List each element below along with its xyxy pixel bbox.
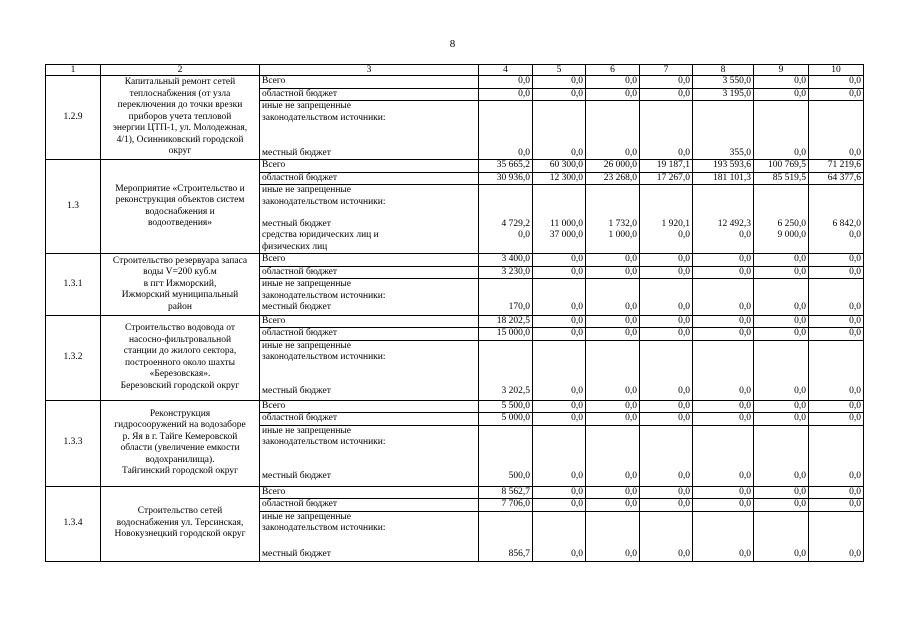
value-cell: 0,0 (754, 76, 809, 89)
item-name-line: водоотведения» (147, 218, 213, 228)
value-cell: 0,0 (640, 315, 693, 328)
header-cell: 7 (640, 65, 693, 76)
value-cell: 0,0 (640, 266, 693, 279)
value-cell-empty (479, 425, 533, 471)
item-name-line: насосно-фильтровальной (128, 334, 232, 345)
page-number: 8 (449, 38, 456, 50)
value-cell: 0,0 (533, 328, 586, 341)
value-cell: 181 101,3 (693, 172, 754, 185)
item-name-line: в пгт Ижморский, (143, 278, 217, 289)
item-name (101, 254, 260, 316)
value-cell: 0,0 (754, 386, 809, 400)
value-cell-empty (586, 185, 640, 219)
value-cell: 30 936,0 (479, 172, 533, 185)
source-local-line: местный бюджет (262, 549, 331, 559)
value-cell-empty (533, 340, 586, 386)
value-cell: 0,0 (754, 315, 809, 328)
item-name-line: водоснабжения ул. Терсинская, (116, 517, 244, 528)
source-local (260, 536, 479, 561)
source-other-line: иные не запрещенные (262, 340, 352, 351)
value-cell-empty (754, 340, 809, 386)
item-name (101, 76, 260, 160)
value-cell: 0,0 (809, 302, 864, 315)
value-cell-empty (640, 279, 693, 303)
source-other-line: иные не запрещенные (262, 185, 352, 195)
value-cell: 0,0 (809, 536, 864, 561)
source-other-line: законодательством источники: (262, 523, 386, 533)
value-cell (586, 219, 640, 254)
value-cell: 0,0 (809, 266, 864, 279)
item-name-line: Березовский городской округ (120, 380, 240, 391)
value-cell: 23 268,0 (586, 172, 640, 185)
value-cell: 0,0 (479, 76, 533, 89)
source-other (260, 279, 479, 303)
header-cell: 5 (533, 65, 586, 76)
value-cell-empty (640, 511, 693, 536)
item-code: 1.3 (46, 160, 101, 254)
source-local-line: местный бюджет (262, 471, 331, 481)
value-cell: 0,0 (754, 328, 809, 341)
source-local (260, 302, 479, 315)
value-cell-empty (586, 101, 640, 147)
item-name-line: округ (168, 146, 192, 157)
local-value: 6 842,0 (832, 218, 861, 229)
value-cell: 0,0 (754, 254, 809, 267)
item-code: 1.3.3 (46, 400, 101, 486)
value-cell-empty (533, 425, 586, 471)
value-cell-empty (479, 511, 533, 536)
value-cell: 100 769,5 (754, 160, 809, 173)
item-name (101, 315, 260, 400)
value-cell-empty (533, 279, 586, 303)
source-other (260, 101, 479, 147)
item-name-line: Мероприятие «Строительство и (115, 183, 245, 194)
value-cell-empty (479, 279, 533, 303)
value-cell: 0,0 (693, 499, 754, 512)
value-cell (533, 219, 586, 254)
item-name-line: станции до жилого сектора, (123, 346, 237, 356)
table-row (46, 254, 864, 267)
item-name-line: Капитальный ремонт сетей (124, 77, 236, 88)
value-cell: 0,0 (586, 266, 640, 279)
value-cell: 0,0 (479, 88, 533, 101)
value-cell: 0,0 (809, 400, 864, 413)
value-cell: 0,0 (533, 147, 586, 160)
value-cell: 0,0 (693, 471, 754, 486)
value-cell: 85 519,5 (754, 172, 809, 185)
value-cell: 0,0 (640, 254, 693, 267)
source-local (260, 386, 479, 400)
item-name-line: теплоснабжения (от узла (129, 88, 231, 99)
value-cell: 0,0 (754, 88, 809, 101)
value-cell-empty (693, 340, 754, 386)
value-cell-empty (640, 185, 693, 219)
header-row (46, 65, 864, 76)
local-value: 12 492,3 (717, 218, 751, 229)
value-cell-empty (479, 340, 533, 386)
item-name-line: Новокузнецкий городской округ (114, 529, 246, 540)
value-cell: 0,0 (693, 536, 754, 561)
value-cell: 0,0 (693, 254, 754, 267)
value-cell: 170,0 (479, 302, 533, 315)
source-other (260, 511, 479, 536)
value-cell: 0,0 (809, 315, 864, 328)
item-name-line: построенного около шахты (124, 357, 236, 368)
item-name (101, 486, 260, 561)
value-cell-empty (693, 511, 754, 536)
source-other-line: законодательством источники: (262, 437, 386, 447)
value-cell: 0,0 (533, 400, 586, 413)
value-cell-empty (693, 185, 754, 219)
item-code: 1.3.2 (46, 315, 101, 400)
value-cell: 64 377,6 (809, 172, 864, 185)
value-cell: 0,0 (640, 400, 693, 413)
value-cell: 0,0 (640, 76, 693, 89)
item-name-line: Ижморский муниципальный (121, 290, 239, 300)
value-cell-empty (754, 425, 809, 471)
value-cell: 15 000,0 (479, 328, 533, 341)
item-name-line: Строительство резервуара запаса (112, 255, 248, 266)
value-cell: 60 300,0 (533, 160, 586, 173)
item-name-line: переключения до точки врезки (117, 100, 243, 111)
source-local (260, 219, 479, 254)
item-name-line: приборов учета тепловой (128, 111, 232, 122)
local-value: 11 000,0 (550, 218, 583, 229)
value-cell-empty (640, 425, 693, 471)
value-cell: 3 195,0 (693, 88, 754, 101)
value-cell-empty (754, 511, 809, 536)
item-name-line: Строительство сетей (137, 506, 223, 517)
source-regional: областной бюджет (260, 172, 479, 185)
header-cell: 9 (754, 65, 809, 76)
value-cell: 0,0 (809, 147, 864, 160)
value-cell: 0,0 (533, 486, 586, 499)
value-cell: 856,7 (479, 536, 533, 561)
value-cell: 7 706,0 (479, 499, 533, 512)
legal-value: 0,0 (739, 230, 751, 240)
value-cell: 193 593,6 (693, 160, 754, 173)
local-value: 6 250,0 (777, 218, 806, 229)
value-cell: 0,0 (640, 386, 693, 400)
value-cell: 0,0 (533, 266, 586, 279)
value-cell-empty (754, 101, 809, 147)
value-cell: 0,0 (586, 302, 640, 315)
value-cell-empty (809, 425, 864, 471)
value-cell: 0,0 (586, 386, 640, 400)
header-cell: 2 (101, 65, 260, 76)
value-cell: 0,0 (586, 536, 640, 561)
source-other-line: иные не запрещенные (262, 425, 352, 436)
source-local-line: местный бюджет (262, 218, 331, 229)
value-cell-empty (640, 340, 693, 386)
value-cell: 0,0 (693, 386, 754, 400)
value-cell: 0,0 (586, 315, 640, 328)
value-cell-empty (809, 185, 864, 219)
value-cell: 0,0 (809, 88, 864, 101)
value-cell: 0,0 (809, 499, 864, 512)
item-name-line: гидросооружений на водозаборе (114, 420, 246, 430)
value-cell: 0,0 (533, 315, 586, 328)
item-name-line: Реконструкция (149, 408, 211, 419)
value-cell: 0,0 (586, 400, 640, 413)
value-cell: 0,0 (754, 302, 809, 315)
value-cell-empty (693, 279, 754, 303)
value-cell-empty (533, 101, 586, 147)
value-cell: 0,0 (809, 471, 864, 486)
item-name (101, 400, 260, 486)
value-cell-empty (533, 185, 586, 219)
value-cell (693, 219, 754, 254)
value-cell: 0,0 (586, 328, 640, 341)
value-cell: 0,0 (693, 328, 754, 341)
value-cell-empty (809, 101, 864, 147)
value-cell: 0,0 (754, 499, 809, 512)
value-cell: 0,0 (640, 536, 693, 561)
item-name-line: области (увеличение емкости (120, 443, 240, 453)
value-cell: 0,0 (640, 499, 693, 512)
item-name-line: р. Яя в г. Тайге Кемеровской (122, 431, 238, 442)
source-total: Всего (260, 254, 479, 267)
value-cell: 0,0 (640, 486, 693, 499)
value-cell: 3 550,0 (693, 76, 754, 89)
value-cell: 0,0 (693, 413, 754, 426)
source-local (260, 471, 479, 486)
legal-value: 0,0 (518, 230, 530, 240)
source-regional: областной бюджет (260, 266, 479, 279)
local-value: 4 729,2 (501, 218, 530, 229)
item-name (101, 160, 260, 254)
value-cell: 3 400,0 (479, 254, 533, 267)
legal-value: 0,0 (849, 230, 861, 240)
header-cell: 3 (260, 65, 479, 76)
value-cell: 5 000,0 (479, 413, 533, 426)
value-cell-empty (479, 185, 533, 219)
value-cell (479, 219, 533, 254)
value-cell: 18 202,5 (479, 315, 533, 328)
item-name-line: воды V=200 куб.м (143, 267, 217, 277)
value-cell-empty (479, 101, 533, 147)
legal-value: 1 000,0 (608, 230, 637, 240)
value-cell-empty (693, 101, 754, 147)
value-cell: 355,0 (693, 147, 754, 160)
source-other-line: иные не запрещенные (262, 279, 352, 289)
value-cell: 0,0 (754, 400, 809, 413)
value-cell-empty (640, 101, 693, 147)
table-body (46, 65, 864, 562)
value-cell: 0,0 (586, 147, 640, 160)
header-cell: 10 (809, 65, 864, 76)
value-cell: 0,0 (640, 88, 693, 101)
value-cell: 500,0 (479, 471, 533, 486)
item-name-line: водоснабжения и (145, 206, 215, 217)
item-name-line: водохранилища). (145, 454, 215, 465)
value-cell: 0,0 (586, 76, 640, 89)
header-cell: 6 (586, 65, 640, 76)
header-cell: 8 (693, 65, 754, 76)
value-cell: 17 267,0 (640, 172, 693, 185)
value-cell: 0,0 (640, 471, 693, 486)
source-other (260, 425, 479, 471)
value-cell: 19 187,1 (640, 160, 693, 173)
value-cell: 0,0 (809, 386, 864, 400)
value-cell: 0,0 (586, 486, 640, 499)
value-cell: 0,0 (693, 266, 754, 279)
legal-value: 37 000,0 (549, 230, 583, 240)
value-cell-empty (809, 279, 864, 303)
source-regional: областной бюджет (260, 499, 479, 512)
value-cell: 0,0 (754, 486, 809, 499)
source-legal-line: средства юридических лиц и (262, 230, 379, 240)
value-cell: 0,0 (533, 536, 586, 561)
value-cell: 0,0 (533, 471, 586, 486)
table-row (46, 76, 864, 89)
value-cell: 35 665,2 (479, 160, 533, 173)
legal-value: 9 000,0 (777, 230, 806, 240)
value-cell: 26 000,0 (586, 160, 640, 173)
table-row (46, 315, 864, 328)
value-cell-empty (754, 185, 809, 219)
item-name-line: реконструкция объектов систем (115, 195, 245, 205)
value-cell: 0,0 (809, 76, 864, 89)
source-total: Всего (260, 160, 479, 173)
value-cell: 0,0 (533, 76, 586, 89)
item-name-line: Тайгинский городской округ (122, 466, 238, 476)
item-name-line: 4/1), Осинниковский городской (116, 134, 244, 145)
value-cell (809, 219, 864, 254)
value-cell: 0,0 (693, 302, 754, 315)
value-cell: 0,0 (693, 486, 754, 499)
value-cell: 0,0 (533, 302, 586, 315)
value-cell-empty (754, 279, 809, 303)
source-other-line: иные не запрещенные (262, 511, 352, 522)
value-cell: 0,0 (754, 471, 809, 486)
value-cell: 0,0 (533, 386, 586, 400)
value-cell-empty (586, 340, 640, 386)
source-regional: областной бюджет (260, 328, 479, 341)
value-cell: 71 219,6 (809, 160, 864, 173)
value-cell: 8 562,7 (479, 486, 533, 499)
value-cell: 0,0 (586, 413, 640, 426)
value-cell: 0,0 (640, 302, 693, 315)
source-total: Всего (260, 486, 479, 499)
legal-value: 0,0 (678, 230, 690, 240)
item-name-line: «Березовская». (149, 369, 211, 379)
source-total: Всего (260, 400, 479, 413)
item-code: 1.3.4 (46, 486, 101, 561)
value-cell: 0,0 (809, 486, 864, 499)
value-cell: 0,0 (533, 413, 586, 426)
value-cell-empty (586, 425, 640, 471)
value-cell-empty (809, 511, 864, 536)
value-cell: 0,0 (640, 147, 693, 160)
item-code: 1.3.1 (46, 254, 101, 316)
source-local-line: местный бюджет (262, 386, 331, 396)
value-cell-empty (693, 425, 754, 471)
value-cell: 0,0 (809, 328, 864, 341)
source-other (260, 340, 479, 386)
value-cell: 5 500,0 (479, 400, 533, 413)
value-cell: 0,0 (809, 254, 864, 267)
source-other (260, 185, 479, 219)
source-other-line: законодательством источники: (262, 352, 386, 362)
source-other-line: законодательством источники: (262, 196, 386, 207)
value-cell (754, 219, 809, 254)
budget-table (45, 64, 864, 562)
value-cell: 3 230,0 (479, 266, 533, 279)
value-cell: 0,0 (693, 400, 754, 413)
value-cell: 3 202,5 (479, 386, 533, 400)
source-total: Всего (260, 315, 479, 328)
source-other-line: законодательством источники: (262, 290, 386, 301)
value-cell: 0,0 (754, 536, 809, 561)
value-cell: 0,0 (586, 471, 640, 486)
value-cell: 12 300,0 (533, 172, 586, 185)
source-local-line: местный бюджет (262, 147, 331, 158)
value-cell (640, 219, 693, 254)
item-code: 1.2.9 (46, 76, 101, 160)
value-cell-empty (586, 511, 640, 536)
value-cell-empty (809, 340, 864, 386)
source-regional: областной бюджет (260, 88, 479, 101)
value-cell: 0,0 (586, 88, 640, 101)
value-cell: 0,0 (754, 147, 809, 160)
value-cell-empty (586, 279, 640, 303)
table-row (46, 400, 864, 413)
local-value: 1 732,0 (608, 218, 637, 229)
item-name-line: район (168, 301, 192, 312)
value-cell: 0,0 (754, 266, 809, 279)
value-cell: 0,0 (693, 315, 754, 328)
value-cell: 0,0 (479, 147, 533, 160)
value-cell: 0,0 (586, 254, 640, 267)
header-cell: 1 (46, 65, 101, 76)
source-other-line: иные не запрещенные (262, 101, 352, 111)
value-cell: 0,0 (809, 413, 864, 426)
value-cell-empty (533, 511, 586, 536)
local-value: 1 920,1 (661, 218, 690, 229)
value-cell: 0,0 (640, 328, 693, 341)
value-cell: 0,0 (533, 499, 586, 512)
source-legal-line: физических лиц (262, 241, 328, 252)
value-cell: 0,0 (533, 88, 586, 101)
table-row (46, 486, 864, 499)
source-total: Всего (260, 76, 479, 89)
item-name-line: энергии ЦТП-1, ул. Молодежная, (112, 123, 248, 134)
value-cell: 0,0 (586, 499, 640, 512)
table-row (46, 160, 864, 173)
source-local (260, 147, 479, 160)
header-cell: 4 (479, 65, 533, 76)
source-local-line: местный бюджет (262, 302, 331, 312)
value-cell: 0,0 (754, 413, 809, 426)
source-regional: областной бюджет (260, 413, 479, 426)
value-cell: 0,0 (640, 413, 693, 426)
value-cell: 0,0 (533, 254, 586, 267)
source-other-line: законодательством источники: (262, 112, 386, 123)
item-name-line: Строительство водовода от (125, 323, 235, 333)
